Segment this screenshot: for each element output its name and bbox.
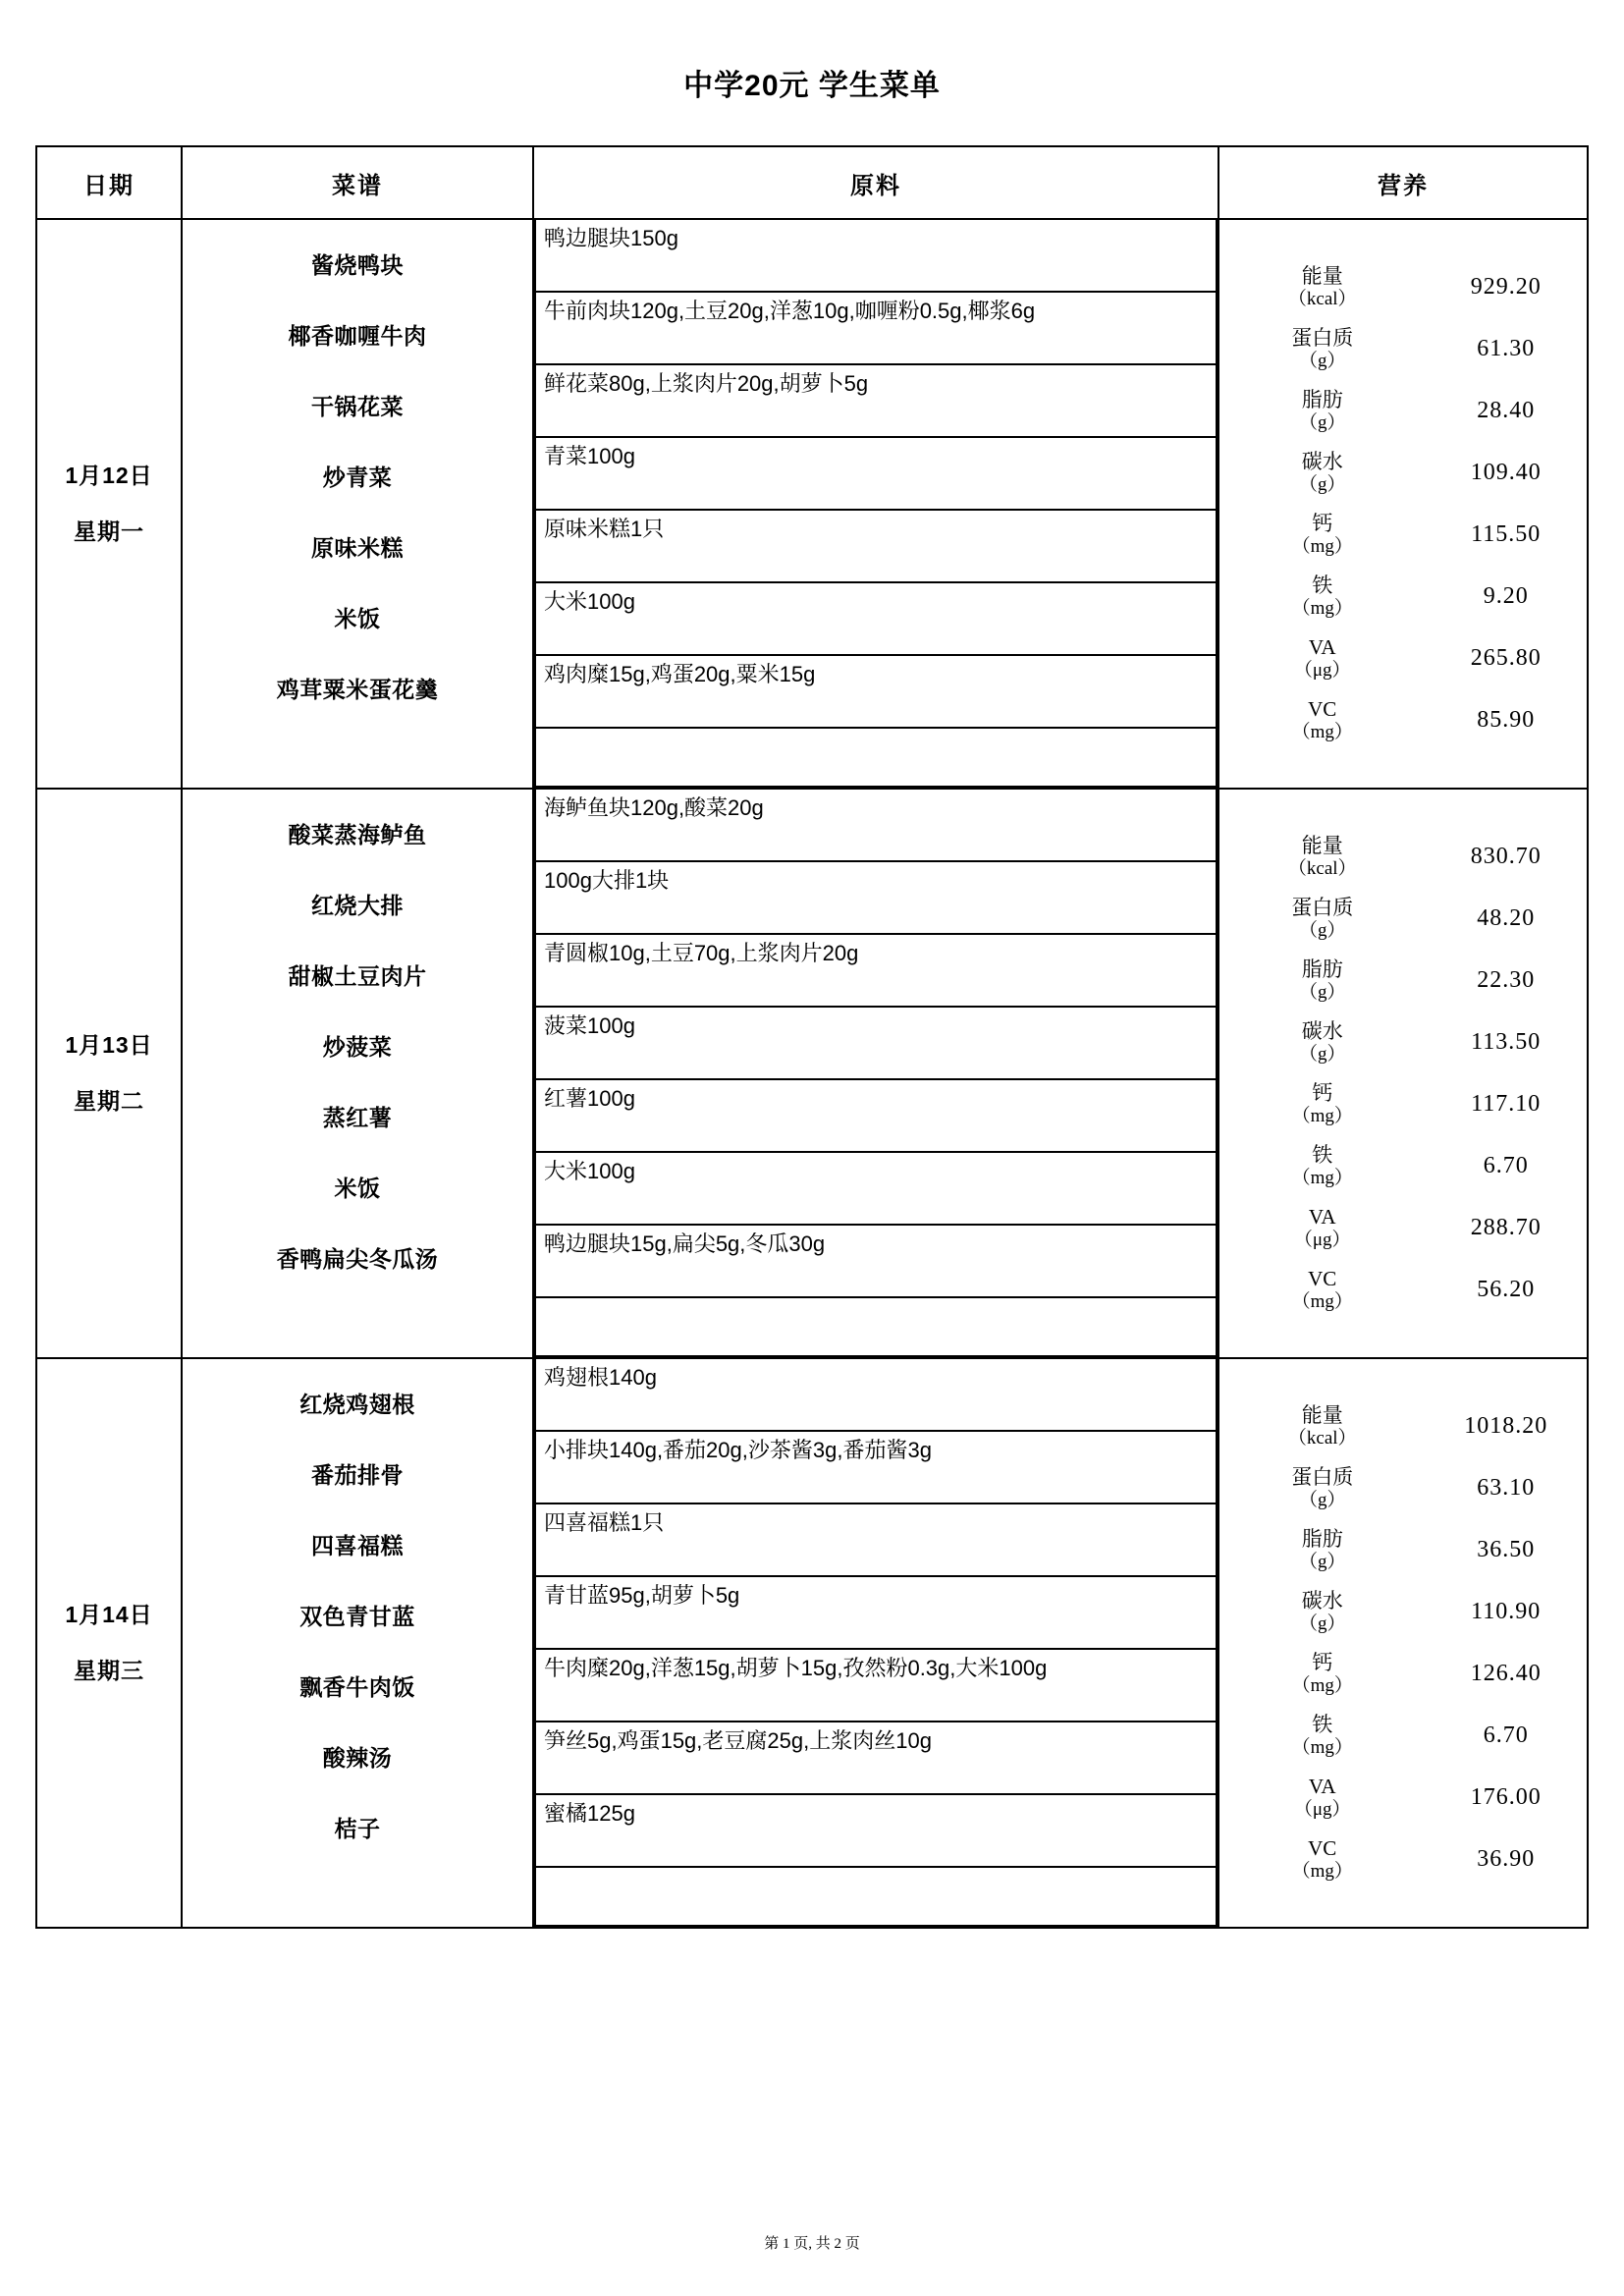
- nutrition-label: [1219, 1519, 1425, 1581]
- dish-name: 甜椒土豆肉片: [288, 962, 427, 989]
- ingredient-text: 红薯100g: [535, 1079, 1217, 1152]
- nutrition-label: [1219, 1259, 1425, 1321]
- nutrition-label: [1219, 1829, 1425, 1890]
- nutrition-label-name: 铁: [1312, 574, 1333, 598]
- nutrition-label: [1219, 442, 1425, 504]
- nutrition-row: [1219, 1643, 1587, 1705]
- nutrition-label-unit: （kcal）: [1287, 1427, 1357, 1449]
- nutrition-label-name: 脂肪: [1301, 388, 1343, 412]
- dish-name: 四喜福糕: [311, 1532, 404, 1558]
- nutrition-label-unit: （kcal）: [1287, 288, 1357, 309]
- nutrition-label-name: 蛋白质: [1291, 896, 1354, 920]
- nutrition-label: [1219, 1073, 1425, 1135]
- nutrition-value: 176.00: [1470, 1784, 1542, 1810]
- nutrition-value: 6.70: [1483, 1722, 1529, 1748]
- nutrition-row: [1219, 380, 1587, 442]
- ingredient-text-empty: [535, 1867, 1217, 1926]
- nutrition-value: 6.70: [1483, 1153, 1529, 1178]
- nutrition-label-name: VC: [1308, 1267, 1337, 1291]
- nutrition-row: [1219, 1829, 1587, 1890]
- nutrition-value: 28.40: [1477, 398, 1536, 423]
- nutrition-label-name: 钙: [1312, 512, 1333, 536]
- nutrition-label-unit: （mg）: [1291, 1736, 1353, 1758]
- nutrition-value: 115.50: [1471, 521, 1542, 547]
- nutrition-value: 265.80: [1470, 645, 1542, 671]
- nutrition-row: [1219, 628, 1587, 689]
- date-cell: [36, 789, 182, 1358]
- nutrition-row: [1219, 1135, 1587, 1197]
- nutrition-label-unit: （mg）: [1291, 535, 1353, 557]
- nutrition-row: [1219, 1011, 1587, 1073]
- nutrition-value: 36.50: [1477, 1537, 1536, 1562]
- date-value: 1月13日: [65, 1031, 153, 1058]
- nutrition-label: [1219, 628, 1425, 689]
- dish-name: 番茄排骨: [311, 1461, 404, 1488]
- nutrition-row: [1219, 1259, 1587, 1321]
- nutrition-value: 830.70: [1470, 844, 1542, 869]
- nutrition-label-unit: （μg）: [1293, 659, 1351, 681]
- dish-name: 红烧鸡翅根: [299, 1391, 415, 1417]
- nutrition-value: 109.40: [1470, 460, 1542, 485]
- nutrition-label-name: 蛋白质: [1291, 1465, 1354, 1490]
- nutrition-value: 22.30: [1477, 967, 1536, 993]
- ingredient-text: 牛肉糜20g,洋葱15g,胡萝卜15g,孜然粉0.3g,大米100g: [535, 1649, 1217, 1722]
- nutrition-label-name: 脂肪: [1301, 957, 1343, 982]
- nutrition-label-unit: （g）: [1298, 473, 1346, 495]
- ingredient-text: 笋丝5g,鸡蛋15g,老豆腐25g,上浆肉丝10g: [535, 1722, 1217, 1794]
- dish-name: 香鸭扁尖冬瓜汤: [276, 1245, 439, 1272]
- nutrition-label-name: 能量: [1301, 264, 1343, 289]
- dish-name-empty: [183, 1862, 532, 1919]
- date-value: 1月12日: [65, 462, 153, 488]
- dish-name: 酱烧鸭块: [311, 251, 404, 278]
- dish-name: 红烧大排: [311, 892, 404, 918]
- nutrition-label: [1219, 256, 1425, 318]
- nutrition-value: 113.50: [1471, 1029, 1542, 1055]
- nutrition-label-name: VA: [1308, 1205, 1336, 1230]
- nutrition-label: [1219, 566, 1425, 628]
- nutrition-label-name: 脂肪: [1301, 1527, 1343, 1552]
- nutrition-label: [1219, 1767, 1425, 1829]
- dish-name: 米饭: [334, 1175, 381, 1201]
- dish-name: 原味米糕: [311, 534, 404, 561]
- nutrition-row: [1219, 1197, 1587, 1259]
- ingredient-text: 大米100g: [535, 582, 1217, 655]
- dish-list-cell: [182, 1358, 533, 1928]
- dish-name: 桔子: [334, 1815, 381, 1841]
- dish-name: 椰香咖喱牛肉: [288, 322, 427, 349]
- weekday-value: 星期一: [74, 519, 144, 544]
- column-header-menu: 菜谱: [182, 146, 533, 219]
- nutrition-row: [1219, 566, 1587, 628]
- dish-name: 干锅花菜: [311, 393, 404, 419]
- nutrition-label: [1219, 950, 1425, 1011]
- dish-name-empty: [183, 723, 532, 780]
- ingredient-text: 四喜福糕1只: [535, 1503, 1217, 1576]
- ingredient-text-empty: [535, 728, 1217, 787]
- nutrition-label-name: 铁: [1312, 1713, 1333, 1737]
- nutrition-label-name: 蛋白质: [1291, 326, 1354, 351]
- nutrition-label-unit: （mg）: [1291, 1290, 1353, 1312]
- nutrition-label-unit: （g）: [1298, 981, 1346, 1003]
- nutrition-value: 288.70: [1470, 1215, 1542, 1240]
- date-cell: [36, 1358, 182, 1928]
- nutrition-label-name: VA: [1308, 1775, 1336, 1799]
- nutrition-label-unit: （mg）: [1291, 1105, 1353, 1126]
- nutrition-value: 126.40: [1470, 1661, 1542, 1686]
- dish-list-cell: [182, 219, 533, 789]
- nutrition-label-name: 能量: [1301, 834, 1343, 858]
- nutrition-row: [1219, 826, 1587, 888]
- nutrition-value: 117.10: [1471, 1091, 1542, 1117]
- day-row: [36, 789, 1588, 1358]
- nutrition-label: [1219, 689, 1425, 751]
- dish-name-empty: [183, 1292, 532, 1349]
- nutrition-label-unit: （g）: [1298, 1551, 1346, 1572]
- nutrition-cell: [1218, 219, 1588, 789]
- nutrition-label-name: VC: [1308, 697, 1337, 722]
- weekday-value: 星期三: [74, 1658, 144, 1683]
- dish-name: 炒菠菜: [322, 1033, 393, 1060]
- nutrition-value: 36.90: [1477, 1846, 1536, 1872]
- page-title: 中学20元 学生菜单: [683, 70, 941, 102]
- nutrition-label-unit: （μg）: [1293, 1798, 1351, 1820]
- nutrition-row: [1219, 1705, 1587, 1767]
- ingredient-list-cell: [533, 789, 1218, 1358]
- nutrition-label-unit: （mg）: [1291, 1860, 1353, 1882]
- nutrition-label: [1219, 1011, 1425, 1073]
- column-header-ingredients: 原料: [533, 146, 1218, 219]
- dish-name: 酸菜蒸海鲈鱼: [288, 821, 427, 847]
- nutrition-label-name: 碳水: [1301, 1589, 1343, 1613]
- ingredient-text: 100g大排1块: [535, 861, 1217, 934]
- nutrition-label: [1219, 1197, 1425, 1259]
- date-value: 1月14日: [65, 1601, 153, 1627]
- ingredient-text: 海鲈鱼块120g,酸菜20g: [535, 790, 1217, 861]
- nutrition-label-name: VA: [1308, 635, 1336, 660]
- nutrition-label-unit: （g）: [1298, 1489, 1346, 1510]
- weekday-value: 星期二: [74, 1088, 144, 1114]
- nutrition-label: [1219, 1705, 1425, 1767]
- nutrition-label: [1219, 504, 1425, 566]
- nutrition-value: 56.20: [1477, 1277, 1536, 1302]
- nutrition-row: [1219, 1395, 1587, 1457]
- dish-name: 米饭: [334, 605, 381, 631]
- nutrition-value: 63.10: [1477, 1475, 1536, 1501]
- nutrition-row: [1219, 1767, 1587, 1829]
- nutrition-row: [1219, 1073, 1587, 1135]
- nutrition-label: [1219, 888, 1425, 950]
- ingredient-text: 鸡肉糜15g,鸡蛋20g,粟米15g: [535, 655, 1217, 728]
- nutrition-value: 85.90: [1477, 707, 1536, 733]
- nutrition-label-name: 能量: [1301, 1403, 1343, 1428]
- nutrition-row: [1219, 1519, 1587, 1581]
- nutrition-row: [1219, 888, 1587, 950]
- ingredient-list-cell: [533, 1358, 1218, 1928]
- ingredient-text: 小排块140g,番茄20g,沙茶酱3g,番茄酱3g: [535, 1431, 1217, 1503]
- nutrition-label: [1219, 380, 1425, 442]
- day-row: [36, 1358, 1588, 1928]
- ingredient-text: 大米100g: [535, 1152, 1217, 1225]
- nutrition-row: [1219, 504, 1587, 566]
- ingredient-text-empty: [535, 1297, 1217, 1356]
- ingredient-text: 菠菜100g: [535, 1007, 1217, 1079]
- column-header-date: 日期: [36, 146, 182, 219]
- ingredient-text: 鸭边腿块150g: [535, 220, 1217, 292]
- nutrition-label-unit: （μg）: [1293, 1229, 1351, 1250]
- dish-list-cell: [182, 789, 533, 1358]
- nutrition-row: [1219, 689, 1587, 751]
- dish-name: 炒青菜: [322, 464, 393, 490]
- nutrition-row: [1219, 1457, 1587, 1519]
- nutrition-row: [1219, 318, 1587, 380]
- nutrition-label-unit: （g）: [1298, 411, 1346, 433]
- nutrition-label: [1219, 318, 1425, 380]
- dish-name: 蒸红薯: [322, 1104, 393, 1130]
- nutrition-label: [1219, 1643, 1425, 1705]
- nutrition-label-name: 碳水: [1301, 1019, 1343, 1044]
- nutrition-value: 48.20: [1477, 905, 1536, 931]
- nutrition-label: [1219, 1135, 1425, 1197]
- nutrition-label: [1219, 1581, 1425, 1643]
- nutrition-value: 61.30: [1477, 336, 1536, 361]
- nutrition-row: [1219, 950, 1587, 1011]
- nutrition-label-unit: （g）: [1298, 1613, 1346, 1634]
- nutrition-label-unit: （g）: [1298, 350, 1346, 371]
- nutrition-label-unit: （g）: [1298, 919, 1346, 941]
- nutrition-label-unit: （kcal）: [1287, 857, 1357, 879]
- ingredient-text: 蜜橘125g: [535, 1794, 1217, 1867]
- nutrition-label: [1219, 1457, 1425, 1519]
- nutrition-value: 929.20: [1470, 274, 1542, 300]
- ingredient-text: 鲜花菜80g,上浆肉片20g,胡萝卜5g: [535, 364, 1217, 437]
- table-header-row: [36, 146, 1588, 219]
- nutrition-value: 9.20: [1483, 583, 1529, 609]
- nutrition-cell: [1218, 1358, 1588, 1928]
- nutrition-label: [1219, 826, 1425, 888]
- ingredient-text: 青菜100g: [535, 437, 1217, 510]
- nutrition-label-unit: （g）: [1298, 1043, 1346, 1065]
- nutrition-value: 1018.20: [1464, 1413, 1548, 1439]
- ingredient-text: 鸭边腿块15g,扁尖5g,冬瓜30g: [535, 1225, 1217, 1297]
- dish-name: 双色青甘蓝: [299, 1603, 415, 1629]
- nutrition-cell: [1218, 789, 1588, 1358]
- nutrition-label-unit: （mg）: [1291, 597, 1353, 619]
- ingredient-text: 牛前肉块120g,土豆20g,洋葱10g,咖喱粉0.5g,椰浆6g: [535, 292, 1217, 364]
- nutrition-label-unit: （mg）: [1291, 1674, 1353, 1696]
- column-header-nutrition: 营养: [1218, 146, 1588, 219]
- dish-name: 飘香牛肉饭: [299, 1673, 415, 1700]
- nutrition-row: [1219, 256, 1587, 318]
- nutrition-label-name: 碳水: [1301, 450, 1343, 474]
- page-footer: 第 1 页, 共 2 页: [764, 2236, 860, 2252]
- nutrition-label-name: 铁: [1312, 1143, 1333, 1168]
- nutrition-row: [1219, 1581, 1587, 1643]
- ingredient-text: 原味米糕1只: [535, 510, 1217, 582]
- nutrition-label-unit: （mg）: [1291, 1167, 1353, 1188]
- date-cell: [36, 219, 182, 789]
- menu-table: [35, 145, 1589, 1929]
- nutrition-value: 110.90: [1471, 1599, 1542, 1624]
- nutrition-label: [1219, 1395, 1425, 1457]
- day-row: [36, 219, 1588, 789]
- ingredient-text: 青圆椒10g,土豆70g,上浆肉片20g: [535, 934, 1217, 1007]
- ingredient-list-cell: [533, 219, 1218, 789]
- dish-name: 酸辣汤: [322, 1744, 393, 1771]
- nutrition-row: [1219, 442, 1587, 504]
- nutrition-label-name: VC: [1308, 1836, 1337, 1861]
- nutrition-label-name: 钙: [1312, 1651, 1333, 1675]
- ingredient-text: 鸡翅根140g: [535, 1359, 1217, 1431]
- ingredient-text: 青甘蓝95g,胡萝卜5g: [535, 1576, 1217, 1649]
- dish-name: 鸡茸粟米蛋花羹: [276, 676, 439, 702]
- nutrition-label-unit: （mg）: [1291, 721, 1353, 742]
- nutrition-label-name: 钙: [1312, 1081, 1333, 1106]
